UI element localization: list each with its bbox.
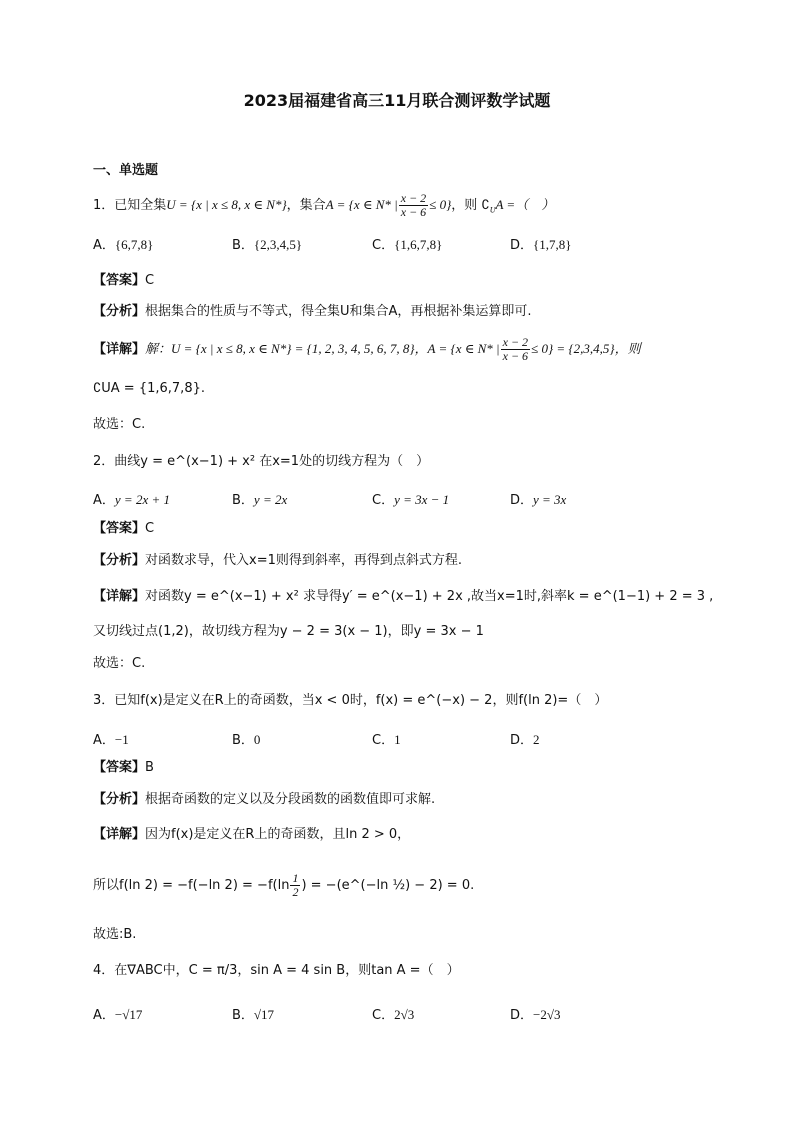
q1-conclusion: 故选：C. bbox=[93, 417, 146, 432]
q1-detail-line-1: 【详解】解：U = {x | x ≤ 8, x ∈ N*} = {1, 2, 3, 4, 5, 6, 7, 8}，A = {x ∈ N* | $\frac{x - 2}{x - 6}$ ≤ 0} = {2,3,4,5}，则 bbox=[93, 335, 641, 363]
q3-conclusion: 故选:B. bbox=[93, 927, 137, 942]
q1-option-a: A．{6,7,8} bbox=[93, 237, 154, 253]
q3-option-c: C．1 bbox=[372, 732, 401, 748]
q1-number: 1．已知全集 bbox=[93, 198, 167, 213]
q4-option-b: B．√17 bbox=[232, 1007, 275, 1023]
q3-detail-line-2: 所以f(ln 2) = −f(−ln 2) = −f(ln $\frac{1}{2}$ ) = −(e^(−ln ½) − 2) = 0. bbox=[93, 871, 475, 899]
question-2-stem: 2．曲线y = e^(x−1) + x² 在x=1处的切线方程为（ ） bbox=[93, 454, 430, 469]
q2-detail-line-2: 又切线过点(1,2)，故切线方程为y − 2 = 3(x − 1)，即y = 3x − 1 bbox=[93, 624, 484, 639]
q1-analysis: 【分析】根据集合的性质与不等式，得全集U和集合A，再根据补集运算即可. bbox=[93, 304, 532, 319]
q1-fraction bbox=[399, 192, 428, 219]
q3-answer: 【答案】B bbox=[93, 760, 154, 775]
q1-set-a-rhs: ≤ 0} bbox=[429, 197, 452, 212]
q1-frac-num: x − 2 bbox=[400, 191, 427, 205]
q3-option-a: A．−1 bbox=[93, 732, 129, 748]
q3-detail-line-1: 【详解】因为f(x)是定义在R上的奇函数，且ln 2 > 0， bbox=[93, 827, 411, 842]
q2-answer: 【答案】C bbox=[93, 521, 155, 536]
q3-analysis: 【分析】根据奇函数的定义以及分段函数的函数值即可求解. bbox=[93, 792, 436, 807]
question-1-stem bbox=[93, 192, 554, 220]
q1-detail-fraction: $\frac{x - 2}{x - 6}$ bbox=[502, 335, 529, 363]
q2-analysis: 【分析】对函数求导，代入x=1则得到斜率，再得到点斜式方程. bbox=[93, 553, 463, 568]
section-heading: 一、单选题 bbox=[93, 163, 159, 178]
q1-option-c: C．{1,6,7,8} bbox=[372, 237, 443, 253]
q2-option-c: C．y = 3x − 1 bbox=[372, 492, 450, 508]
q3-detail-fraction: $\frac{1}{2}$ bbox=[292, 871, 299, 899]
question-3-stem: 3．已知f(x)是定义在R上的奇函数，当x < 0时，f(x) = e^(−x) − 2，则f(ln 2)=（ ） bbox=[93, 693, 608, 708]
q1-tail: ，则 ∁ bbox=[451, 198, 490, 213]
q4-option-a: A．−√17 bbox=[93, 1007, 143, 1023]
q1-tail-sub: U bbox=[489, 205, 496, 215]
q2-option-b: B．y = 2x bbox=[232, 492, 288, 508]
page-title: 2023届福建省高三11月联合测评数学试题 bbox=[243, 91, 551, 110]
q2-conclusion: 故选：C. bbox=[93, 656, 146, 671]
question-4-stem: 4．在∇ABC中，C = π/3，sin A = 4 sin B，则tan A =（ ） bbox=[93, 963, 460, 978]
q3-option-d: D．2 bbox=[510, 732, 540, 748]
q1-frac-den: x − 6 bbox=[400, 205, 427, 219]
q2-option-a: A．y = 2x + 1 bbox=[93, 492, 170, 508]
q1-option-b: B．{2,3,4,5} bbox=[232, 237, 303, 253]
q1-tail2: A =（ ） bbox=[495, 197, 555, 212]
q4-option-d: D．−2√3 bbox=[510, 1007, 561, 1023]
q2-option-d: D．y = 3x bbox=[510, 492, 567, 508]
q2-detail-line-1: 【详解】对函数y = e^(x−1) + x² 求导得y′ = e^(x−1) + 2x ,故当x=1时,斜率k = e^(1−1) + 2 = 3 , bbox=[93, 589, 714, 604]
q1-set-u: U = {x | x ≤ 8, x ∈ N*} bbox=[166, 197, 287, 212]
q3-option-b: B．0 bbox=[232, 732, 261, 748]
q1-detail-line-2: ∁UA = {1,6,7,8}. bbox=[93, 381, 205, 396]
q1-mid: ，集合 bbox=[286, 198, 326, 213]
q1-option-d: D．{1,7,8} bbox=[510, 237, 572, 253]
q4-option-c: C．2√3 bbox=[372, 1007, 415, 1023]
q1-set-a-lhs: A = {x ∈ N* | bbox=[325, 197, 398, 212]
q1-answer: 【答案】C bbox=[93, 273, 155, 288]
